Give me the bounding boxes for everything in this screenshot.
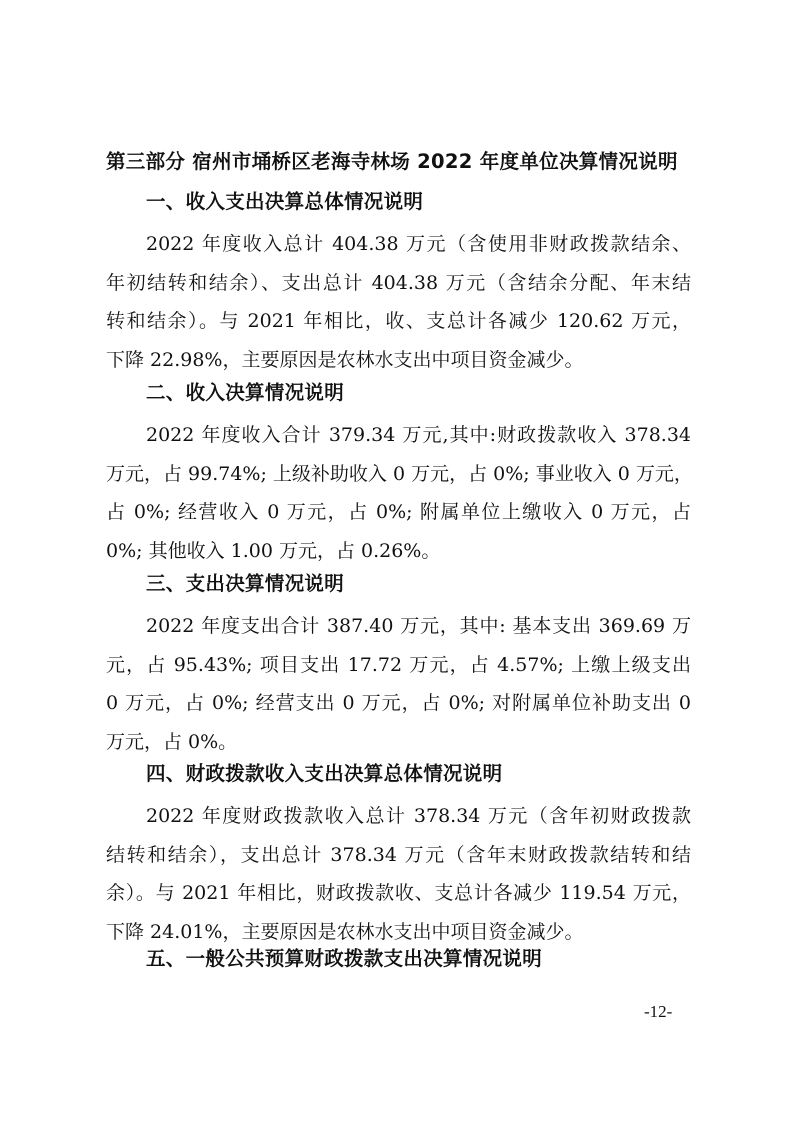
paragraph-line: 0 万元，占 0%; 经营支出 0 万元，占 0%; 对附属单位补助支出 0 — [106, 692, 691, 714]
section-heading-4: 四、财政拨款收入支出决算总体情况说明 — [146, 762, 503, 785]
paragraph-line: 0%; 其他收入 1.00 万元，占 0.26%。 — [106, 539, 441, 562]
paragraph-line: 万元，占 99.74%; 上级补助收入 0 万元，占 0%; 事业收入 0 万元， — [106, 462, 693, 485]
section-heading-2: 二、收入决算情况说明 — [146, 381, 345, 404]
section-heading-3: 三、支出决算情况说明 — [146, 572, 345, 595]
paragraph-line: 下降 22.98%，主要原因是农林水支出中项目资金减少。 — [106, 348, 584, 371]
paragraph-line: 余）。与 2021 年相比，财政拨款收、支总计各减少 119.54 万元， — [106, 882, 691, 904]
page-number: -12- — [644, 1002, 673, 1021]
paragraph-line: 占 0%; 经营收入 0 万元，占 0%; 附属单位上缴收入 0 万元，占 — [106, 501, 691, 523]
section-paragraph-4 — [106, 797, 691, 951]
paragraph-line: 下降 24.01%，主要原因是农林水支出中项目资金减少。 — [106, 920, 584, 943]
paragraph-line: 2022 年度支出合计 387.40 万元，其中: 基本支出 369.69 万 — [146, 615, 691, 637]
paragraph-line: 转和结余）。与 2021 年相比，收、支总计各减少 120.62 万元， — [106, 310, 691, 332]
paragraph-line: 万元，占 0%。 — [106, 730, 238, 753]
paragraph-line: 2022 年度收入合计 379.34 万元,其中:财政拨款收入 378.34 — [146, 424, 691, 446]
page-title: 第三部分 宿州市埇桥区老海寺林场 2022 年度单位决算情况说明 — [106, 150, 678, 173]
section-paragraph-2 — [106, 416, 691, 570]
paragraph-line: 结转和结余），支出总计 378.34 万元（含年末财政拨款结转和结 — [106, 843, 691, 866]
paragraph-line: 2022 年度收入总计 404.38 万元（含使用非财政拨款结余、 — [146, 233, 691, 255]
paragraph-line: 2022 年度财政拨款收入总计 378.34 万元（含年初财政拨款 — [146, 805, 691, 827]
section-heading-1: 一、收入支出决算总体情况说明 — [146, 190, 424, 213]
paragraph-line: 元，占 95.43%; 项目支出 17.72 万元，占 4.57%; 上缴上级支出 — [106, 653, 691, 676]
section-paragraph-1 — [106, 225, 691, 379]
section-heading-5: 五、一般公共预算财政拨款支出决算情况说明 — [146, 947, 543, 970]
paragraph-line: 年初结转和结余）、支出总计 404.38 万元（含结余分配、年末结 — [106, 271, 691, 294]
section-paragraph-3 — [106, 607, 691, 761]
